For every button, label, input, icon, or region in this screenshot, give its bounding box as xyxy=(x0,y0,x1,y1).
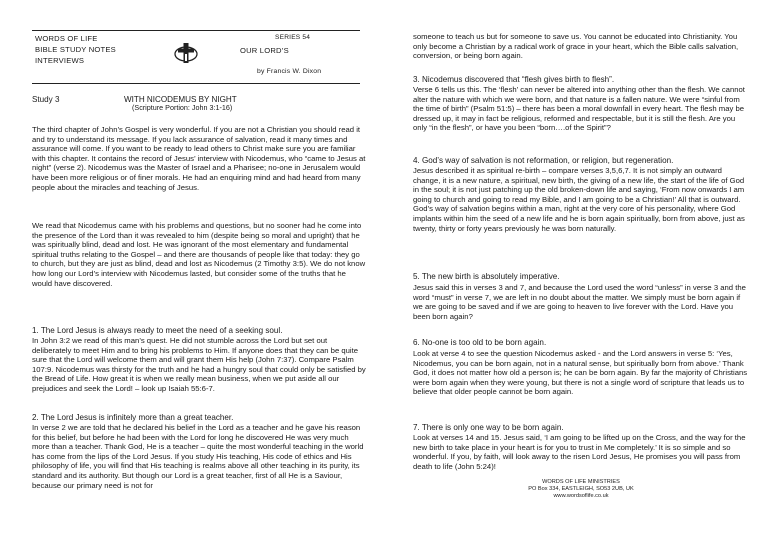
point-6-body: Look at verse 4 to see the question Nicodemus asked - and the Lord answers in verse 5: ‘Yes, Nicodemus, you can be born again, not in a natural sense, but spiritually born from above.’ Thank God, it does not matter how old a person is; he can be born again. By far the majority of Christians were born again when they were young, but there is not a single word of scripture that leads us to believe that older people cannot be born again. xyxy=(413,349,748,397)
header-series-number: SERIES 54 xyxy=(275,34,311,41)
header-author: by Francis W. Dixon xyxy=(257,68,322,75)
footer-address: PO Box 334, EASTLEIGH, SO53 2UB, UK xyxy=(528,486,634,492)
point-6-heading: 6. No-one is too old to be born again. xyxy=(413,338,547,347)
point-5-body: Jesus said this in verses 3 and 7, and because the Lord used the word “unless” in verse 3 and the word “must” in verse 7, we are left in no doubt about the matter. We simply must be born again if we are going to be saved and if we are going to heaven to live forever with the Lord. Have you been born again? xyxy=(413,283,746,321)
point-2-heading: 2. The Lord Jesus is infinitely more than a great teacher. xyxy=(32,413,234,422)
header-topic: INTERVIEWS xyxy=(35,56,85,65)
point-3-body: Verse 6 tells us this. The ‘flesh’ can never be altered into anything other than the flesh. We cannot alter the nature with which we were born, and that nature is a fallen nature. We were “sinful from the time of birth” (Psalm 51:5) – there has been a moral downfall in every heart. The flesh may be dressed up, it may in fact be religious, reformed and respectable, but it is still the flesh. Are you only “in the flesh”, or have you been “born….of the Spirit”? xyxy=(413,85,745,133)
header-series-type: BIBLE STUDY NOTES xyxy=(35,45,116,54)
footer-ministry-name: WORDS OF LIFE MINISTRIES xyxy=(542,479,620,485)
point-7-heading: 7. There is only one way to be born again. xyxy=(413,423,564,432)
point-5-heading: 5. The new birth is absolutely imperative. xyxy=(413,272,560,281)
point-7-body: Look at verses 14 and 15. Jesus said, ‘I am going to be lifted up on the Cross, and the way for the new birth to take place in your heart is for you to trust in Me completely.’ It is so simple and so wonderful. If you, by faith, will look away to the risen Lord Jesus, He promises you will pass from death to life (John 5:24)! xyxy=(413,433,746,471)
point-1-body: In John 3:2 we read of this man’s quest. He did not stumble across the Lord but set out deliberately to meet Him and to bring his problems to Him. If anyone does that they can be quite sure that the Lord will welcome them and will grant them His help (John 7:37). Compare Psalm 107:9. Nicodemus was thirsty for the truth and he had a hungry soul that could only be satisfied by the Bread of Life. How great it is when we really mean business, when we put aside all our prejudices and seek the Lord! – look up Isaiah 55:6-7. xyxy=(32,336,366,393)
cross-logo-icon xyxy=(174,42,198,64)
point-4-heading: 4. God’s way of salvation is not reformation, or religion, but regeneration. xyxy=(413,156,674,165)
study-label: Study 3 xyxy=(32,95,60,104)
header-ministry-name: WORDS OF LIFE xyxy=(35,34,98,43)
continuation-paragraph: someone to teach us but for someone to save us. You cannot be educated into Christianity. You only become a Christian by a radical work of grace in your heart, which the Bible calls salvation, conversion, or being born again. xyxy=(413,32,739,61)
point-3-heading: 3. Nicodemus discovered that “flesh gives birth to flesh”. xyxy=(413,75,615,84)
intro-paragraph-1: The third chapter of John’s Gospel is very wonderful. If you are not a Christian you should read it and try to understand its message. If you lack assurance of salvation, read it many times and assurance will come. If you want to be ready to lead others to Christ make sure you are familiar with this chapter. It contains the record of Jesus’ interview with Nicodemus, who “came to Jesus at night” (verse 2). Nicodemus was the Master of Israel and a Pharisee; no-one in Jerusalem would have been more religious or of finer morals. He had an enquiring mind and had heard from many people about the miracles and teaching of Jesus. xyxy=(32,125,366,192)
footer-website-link[interactable]: www.wordsoflife.co.uk xyxy=(553,493,609,499)
study-title: WITH NICODEMUS BY NIGHT xyxy=(124,95,237,104)
intro-paragraph-2: We read that Nicodemus came with his problems and questions, but no sooner had he come into the presence of the Lord than it was revealed to him (despite being so moral and upright) that he was spiritually blind, dead and lost. He was ignorant of the most elementary and fundamental spiritual truths relating to the Gospel – and there are thousands of people like that today: they go to church, but they are just as blind, dead and lost as Nicodemus (2 Timothy 3:5). We do not know how long our Lord’s interview with Nicodemus lasted, but consider some of the truths that he would have discovered. xyxy=(32,221,366,288)
scripture-portion: (Scripture Portion: John 3:1-16) xyxy=(132,103,233,112)
point-2-body: In verse 2 we are told that he declared his belief in the Lord as a teacher and he gave his reason for this belief, but before he had been with the Lord for long he discovered He was very much more than a teacher. Thank God, He is a teacher – quite the most wonderful teaching in the world has come from the lips of the Lord Jesus. If you study His teaching, His code of ethics and His philosophy of life, you will find that His teaching is realms above all other teaching in its purity, its standard and its authority. But though our Lord is a great teacher, first of all He is a Saviour, because our primary need is not for xyxy=(32,423,364,490)
header-series-title: OUR LORD’S xyxy=(240,46,289,55)
point-4-body: Jesus described it as spiritual re-birth – compare verses 3,5,6,7. It is not simply an outward change, it is a new nature, a spiritual, new birth, the giving of a new life, the start of the life of God in the soul; it is not just patching up the old broken-down life and saying, ‘From now onwards I am going to church and going to read my Bible, and I am going to be a Christian!’ All that is outward. God’s way of salvation begins within a man, right at the very core of his personality, where God implants within him the seed of a new life and he is born again spiritually, born from above, just as twenty, thirty or forty years previously he was born naturally. xyxy=(413,166,745,233)
point-1-heading: 1. The Lord Jesus is always ready to meet the need of a seeking soul. xyxy=(32,326,283,335)
